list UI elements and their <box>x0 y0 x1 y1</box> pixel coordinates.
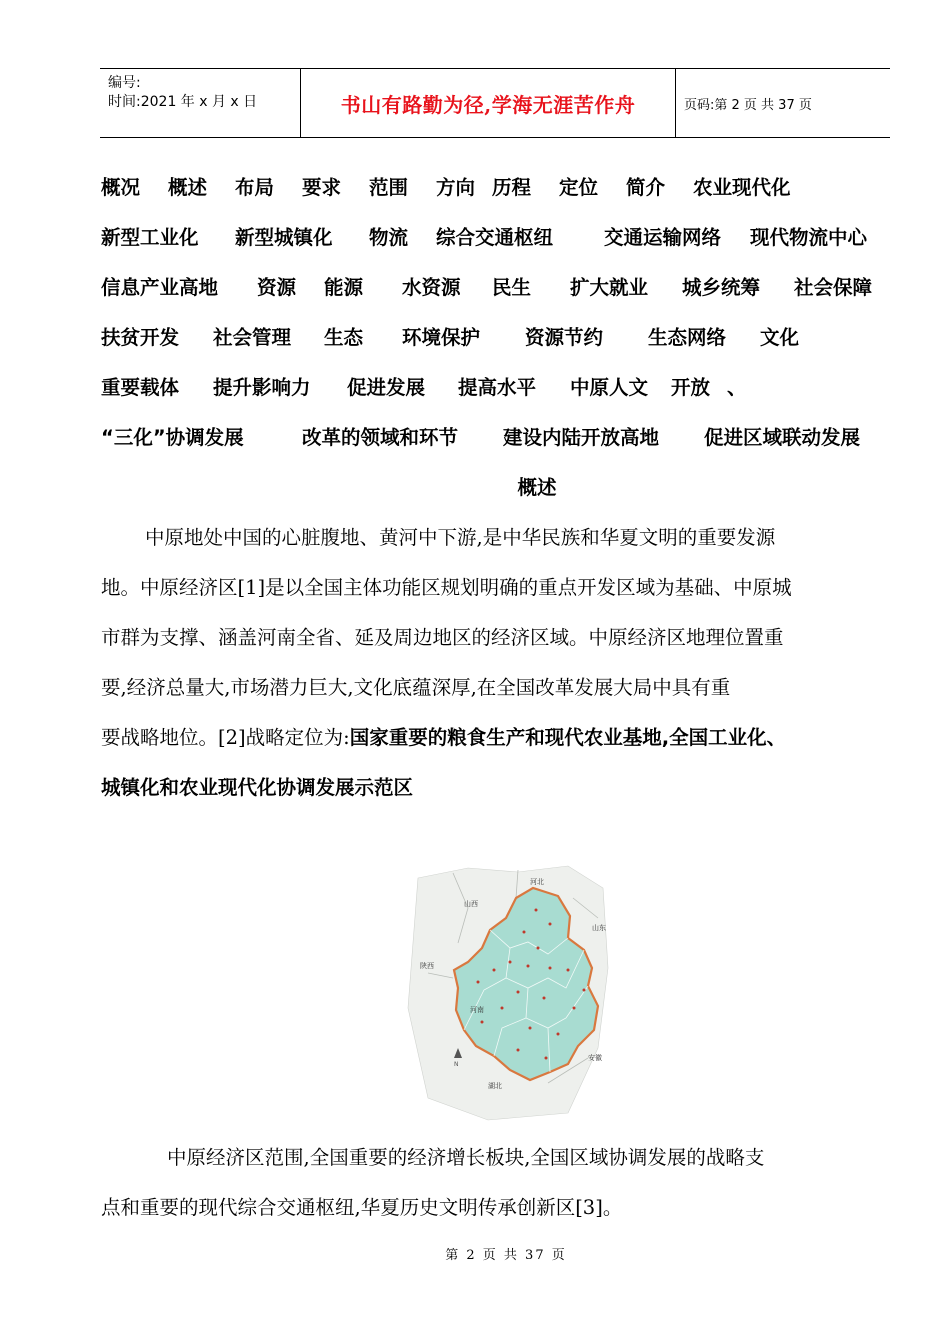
keyword: 定位 <box>559 176 599 199</box>
keyword: 环境保护 <box>402 326 481 349</box>
strategic-positioning: 城镇化和农业现代化协调发展示范区 <box>101 776 414 799</box>
keyword: 重要载体 <box>101 376 180 399</box>
map-label-henan: 河南 <box>470 1006 484 1014</box>
keyword: “三化”协调发展 <box>101 426 244 449</box>
header-page-info: 页码:第 2 页 共 37 页 <box>684 97 812 113</box>
strategic-positioning: 国家重要的粮食生产和现代农业基地,全国工业化、 <box>349 726 787 749</box>
keyword: 社会保障 <box>794 276 873 299</box>
keyword: 现代物流中心 <box>750 226 868 249</box>
keyword: 城乡统筹 <box>682 276 761 299</box>
header-meta <box>100 69 301 137</box>
header-motto: 书山有路勤为径,学海无涯苦作舟 <box>340 92 636 117</box>
keyword: 生态网络 <box>648 326 727 349</box>
paragraph-line: 中原地处中国的心脏腹地、黄河中下游,是中华民族和华夏文明的重要发源 <box>145 526 776 549</box>
keyword: 新型工业化 <box>101 226 199 249</box>
paragraph-text: 要战略地位。[2]战略定位为: <box>101 726 350 749</box>
map-label-shanxi: 山西 <box>464 900 478 908</box>
map-label-hebei: 河北 <box>530 878 544 886</box>
keyword: 提高水平 <box>458 376 537 399</box>
keyword: 扶贫开发 <box>101 326 180 349</box>
svg-text:N: N <box>454 1061 459 1068</box>
paragraph-line: 点和重要的现代综合交通枢纽,华夏历史文明传承创新区[3]。 <box>101 1196 623 1219</box>
keyword: 范围 <box>369 176 409 199</box>
keyword: 改革的领域和环节 <box>302 426 459 449</box>
page-footer: 第 2 页 共 37 页 <box>445 1248 567 1263</box>
keyword: 能源 <box>324 276 364 299</box>
page-header <box>100 68 890 138</box>
keyword: 物流 <box>369 226 409 249</box>
paragraph-line: 市群为支撑、涵盖河南全省、延及周边地区的经济区域。中原经济区地理位置重 <box>101 626 784 649</box>
keyword: 新型城镇化 <box>235 226 333 249</box>
keyword: 要求 <box>302 176 342 199</box>
keyword: 社会管理 <box>213 326 292 349</box>
keyword: 布局 <box>235 176 275 199</box>
keyword: 文化 <box>760 326 800 349</box>
section-title: 概述 <box>517 476 557 499</box>
paragraph-line: 地。中原经济区[1]是以全国主体功能区规划明确的重点开发区域为基础、中原城 <box>101 576 792 599</box>
keyword: 资源节约 <box>525 326 604 349</box>
map-label-shandong: 山东 <box>592 924 606 932</box>
keyword: 促进发展 <box>347 376 426 399</box>
keyword: 民生 <box>492 276 532 299</box>
keyword: 促进区域联动发展 <box>704 426 861 449</box>
keyword: 方向 <box>436 176 476 199</box>
keyword: 综合交通枢纽 <box>436 226 554 249</box>
keyword: 交通运输网络 <box>604 226 722 249</box>
map-label-anhui: 安徽 <box>588 1054 602 1062</box>
central-plains-map <box>398 858 618 1128</box>
keyword: 水资源 <box>402 276 461 299</box>
keyword: 农业现代化 <box>693 176 791 199</box>
keyword: 概况 <box>101 176 141 199</box>
paragraph-line: 要,经济总量大,市场潜力巨大,文化底蕴深厚,在全国改革发展大局中具有重 <box>101 676 731 699</box>
keyword: 开放 <box>671 376 711 399</box>
keyword: 概述 <box>168 176 208 199</box>
keyword: 历程 <box>492 176 532 199</box>
document-time-label: 时间:2021 年 x 月 x 日 <box>108 94 258 110</box>
keyword: 扩大就业 <box>570 276 649 299</box>
keyword: 中原人文 <box>570 376 649 399</box>
paragraph-line <box>101 722 786 750</box>
keyword: 生态 <box>324 326 364 349</box>
keyword: 、 <box>727 376 747 399</box>
keyword: 简介 <box>626 176 666 199</box>
keyword: 信息产业高地 <box>101 276 219 299</box>
map-label-shaanxi: 陕西 <box>420 962 434 970</box>
document-number-label: 编号: <box>108 75 141 91</box>
keyword: 提升影响力 <box>213 376 311 399</box>
keyword: 建设内陆开放高地 <box>503 426 660 449</box>
header-motto-cell <box>301 69 676 137</box>
paragraph-line: 中原经济区范围,全国重要的经济增长板块,全国区域协调发展的战略支 <box>167 1146 765 1169</box>
keyword: 资源 <box>257 276 297 299</box>
map-label-hubei: 湖北 <box>488 1082 502 1090</box>
